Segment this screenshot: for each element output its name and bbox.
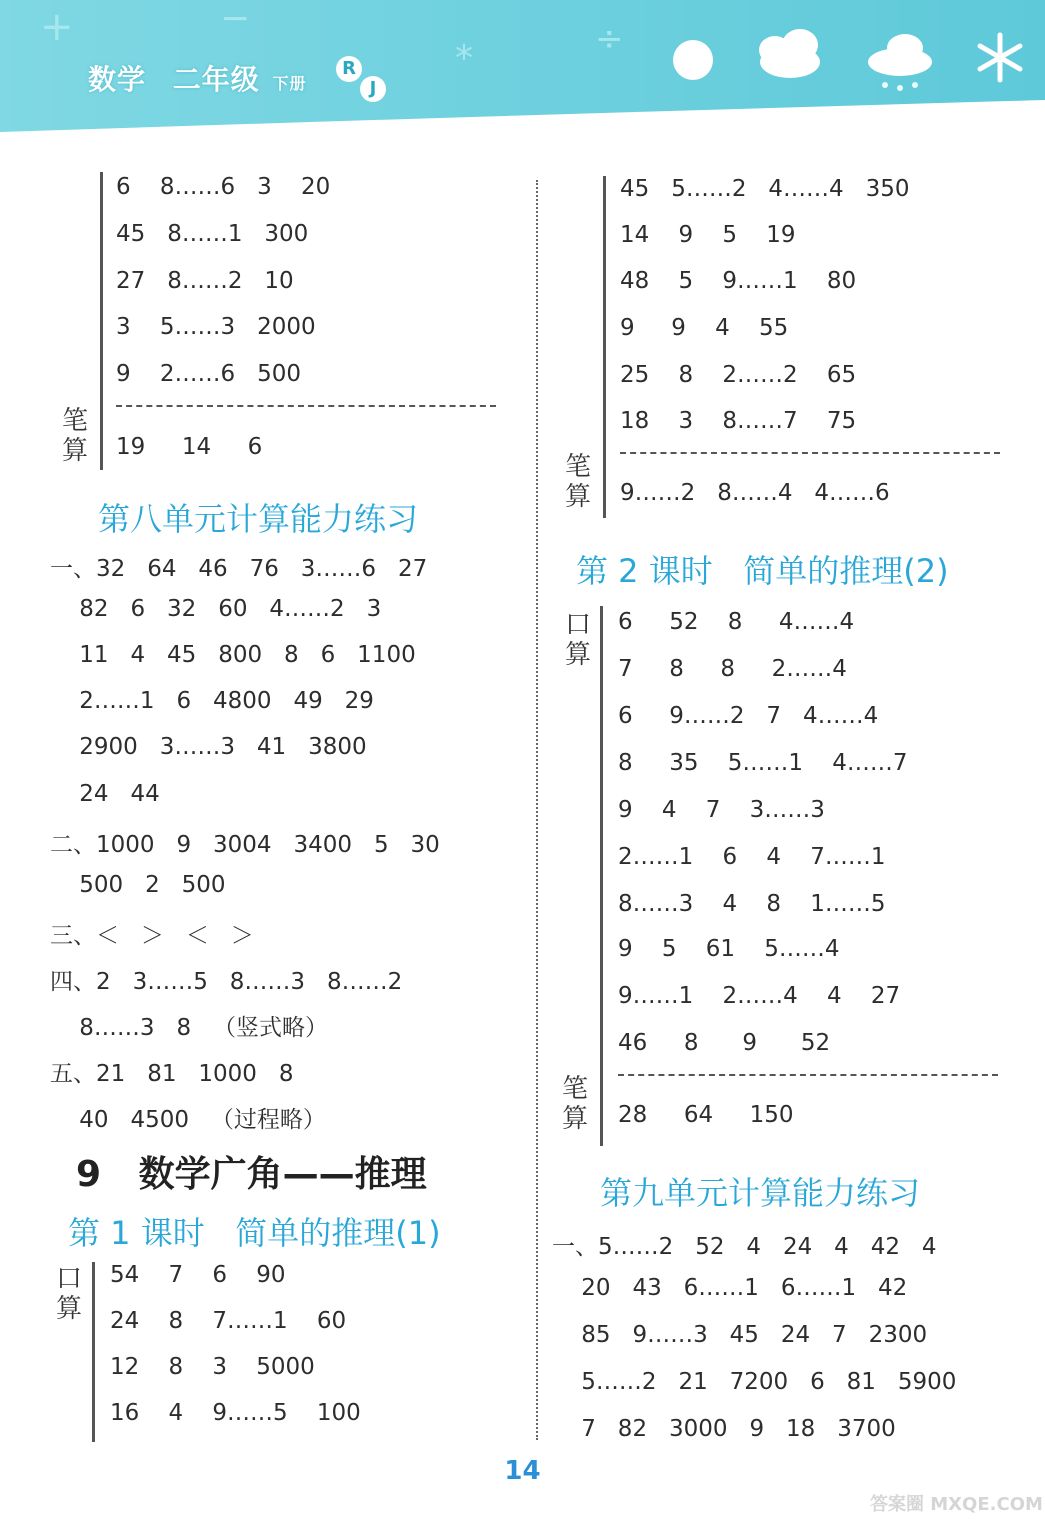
lesson1-bar — [92, 1262, 95, 1442]
badge-r: R — [336, 56, 362, 82]
unit8-line: 40 4500 （过程略） — [50, 1107, 326, 1133]
unit8-line: 82 6 32 60 4……2 3 — [50, 596, 382, 622]
lesson2-line: 9 5 61 5……4 — [618, 936, 840, 962]
lesson2-line: 8 35 5……1 4……7 — [618, 750, 908, 776]
lesson2-line: 6 9……2 7 4……4 — [618, 703, 879, 729]
written-calc-label: 笔算 — [564, 452, 591, 512]
lesson1-line: 12 8 3 5000 — [110, 1354, 315, 1380]
right-block1-line: 45 5……2 4……4 350 — [620, 176, 910, 202]
left-block1-bar — [100, 172, 103, 470]
header-banner — [0, 0, 1045, 140]
right-block1-line: 14 9 5 19 — [620, 222, 796, 248]
sun-icon — [673, 40, 713, 80]
unit8-line: 11 4 45 800 8 6 1100 — [50, 642, 416, 668]
header-title — [88, 58, 307, 98]
lesson2-line: 9 4 7 3……3 — [618, 797, 825, 823]
page-number: 14 — [504, 1456, 541, 1486]
unit8-line: 三、＜ ＞ ＜ ＞ — [50, 923, 254, 949]
lesson2-line: 2……1 6 4 7……1 — [618, 844, 886, 870]
unit9-line: 一、5……2 52 4 24 4 42 4 — [552, 1234, 937, 1260]
unit8-line: 四、2 3……5 8……3 8……2 — [50, 969, 403, 995]
left-block1-line: 3 5……3 2000 — [116, 314, 316, 340]
written-calc-label: 笔算 — [61, 406, 88, 466]
unit8-line: 8……3 8 （竖式略） — [50, 1015, 329, 1041]
watermark-text: 答案圈 MXQE.COM — [870, 1494, 1043, 1515]
lesson2-line: 7 8 8 2……4 — [618, 656, 847, 682]
written-calc-answers: 9……2 8……4 4……6 — [620, 480, 890, 506]
header-subject: 数学 — [88, 63, 147, 96]
unit9-line: 20 43 6……1 6……1 42 — [552, 1275, 908, 1301]
unit8-line: 一、32 64 46 76 3……6 27 — [50, 556, 428, 582]
lesson1-line: 24 8 7……1 60 — [110, 1308, 347, 1334]
unit8-title: 第八单元计算能力练习 — [98, 500, 419, 538]
left-block1-line: 45 8……1 300 — [116, 221, 309, 247]
dashed-divider — [116, 405, 496, 407]
unit9-title: 第九单元计算能力练习 — [600, 1174, 921, 1212]
written-calc-answers: 28 64 150 — [618, 1102, 794, 1128]
svg-text:−: − — [220, 0, 251, 39]
right-block1-line: 9 9 4 55 — [620, 315, 789, 341]
svg-text:*: * — [455, 38, 473, 79]
unit9-line: 7 82 3000 9 18 3700 — [552, 1416, 896, 1442]
unit8-line: 二、1000 9 3004 3400 5 30 — [50, 832, 440, 858]
right-block1-bar — [603, 176, 606, 518]
lesson2-line: 46 8 9 52 — [618, 1030, 831, 1056]
lesson1-line: 54 7 6 90 — [110, 1262, 286, 1288]
dashed-divider — [618, 1074, 998, 1076]
lesson1-line: 16 4 9……5 100 — [110, 1400, 361, 1426]
oral-calc-label: 口算 — [564, 610, 591, 670]
header-volume: 下册 — [272, 74, 307, 93]
lesson2-line: 8……3 4 8 1……5 — [618, 891, 886, 917]
svg-text:÷: ÷ — [595, 19, 624, 59]
unit8-line: 五、21 81 1000 8 — [50, 1061, 294, 1087]
dashed-divider — [620, 452, 1000, 454]
lesson2-line: 6 52 8 4……4 — [618, 609, 855, 635]
oral-calc-label: 口算 — [55, 1264, 82, 1324]
lesson2-title: 第 2 课时 简单的推理(2) — [576, 552, 949, 590]
unit8-line: 500 2 500 — [50, 872, 226, 898]
left-block1-line: 9 2……6 500 — [116, 361, 301, 387]
column-separator — [536, 180, 538, 1440]
lesson2-line: 9……1 2……4 4 27 — [618, 983, 901, 1009]
right-block1-line: 25 8 2……2 65 — [620, 362, 857, 388]
written-calc-answers: 19 14 6 — [116, 434, 263, 460]
written-calc-label: 笔算 — [561, 1074, 588, 1134]
lesson2-bar — [600, 606, 603, 1146]
left-block1-line: 6 8……6 3 20 — [116, 174, 331, 200]
header-grade: 二年级 — [172, 63, 260, 96]
unit9-line: 5……2 21 7200 6 81 5900 — [552, 1369, 957, 1395]
unit8-line: 24 44 — [50, 781, 160, 807]
watermark — [870, 1440, 1043, 1530]
chapter9-title: 9 数学广角——推理 — [76, 1154, 427, 1195]
unit9-line: 85 9……3 45 24 7 2300 — [552, 1322, 928, 1348]
left-block1-line: 27 8……2 10 — [116, 268, 294, 294]
badge-j: J — [360, 76, 386, 102]
right-block1-line: 48 5 9……1 80 — [620, 268, 857, 294]
unit8-line: 2……1 6 4800 49 29 — [50, 688, 374, 714]
right-block1-line: 18 3 8……7 75 — [620, 408, 857, 434]
lesson1-title: 第 1 课时 简单的推理(1) — [68, 1214, 441, 1252]
unit8-line: 2900 3……3 41 3800 — [50, 734, 367, 760]
svg-text:+: + — [40, 4, 74, 50]
